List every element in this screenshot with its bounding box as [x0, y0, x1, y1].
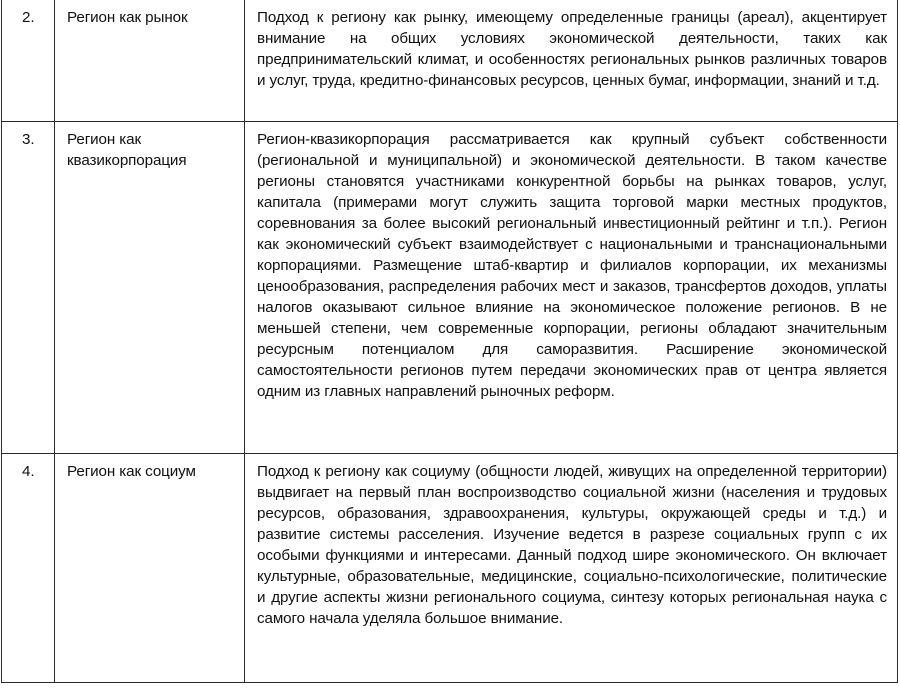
table-row — [2, 122, 898, 454]
approach-name: Регион как рынок — [55, 0, 245, 122]
approach-description-text: Регион-квазикорпорация рассматривается как крупный субъект собственности (региональной и муниципальной) и экономической деятельности. В таком качестве регионы становятся участниками конкурентной борьбы на рынках товаров, услуг, капитала (примерами могут служить защита торговой марки местных продуктов, соревнования за более высокий региональный инвестиционный рейтинг и т.п.). Регион как экономический субъект взаимодействует с национальными и транснациональными корпорациями. Размещение штаб-квартир и филиалов корпорации, их механизмы ценообразования, распределения рабочих мест и заказов, трансфертов доходов, уплаты налогов оказывают сильное влияние на экономическое положение регионов. В не меньшей степени, чем современные корпорации, регионы обладают значительным ресурсным потенциалом для саморазвития. Расширение экономической самостоятельности регионов путем передачи экономических прав от центра является одним из главных направлений рыночных реформ. — [257, 131, 887, 400]
row-number: 4. — [2, 454, 55, 683]
approach-name: Регион как квазикорпорация — [55, 122, 245, 454]
approach-description — [245, 122, 898, 454]
table-row — [2, 0, 898, 122]
approach-description — [245, 0, 898, 122]
approach-name: Регион как социум — [55, 454, 245, 683]
row-number: 2. — [2, 0, 55, 122]
approach-description-text: Подход к региону как социуму (общности людей, живущих на определенной территории) выдвигает на первый план воспроизводство социальной жизни (населения и трудовых ресурсов, образования, здравоохранения, культуры, окружающей среды и т.д.) и развитие системы расселения. Изучение ведется в разрезе социальных групп с их особыми функциями и интересами. Данный подход шире экономического. Он включает культурные, образовательные, медицинские, социально-психологические, политические и другие аспекты жизни регионального социума, синтезу которых региональная наука с самого начала уделяла большое внимание. — [257, 463, 887, 627]
region-approaches-table — [1, 0, 898, 683]
table-row — [2, 454, 898, 683]
approach-description-text: Подход к региону как рынку, имеющему определенные границы (ареал), акцентирует внимание на общих условиях экономической деятельности, таких как предпринимательский климат, и особенностях региональных рынков различных товаров и услуг, труда, кредитно-финансовых ресурсов, ценных бумаг, информации, знаний и т.д. — [257, 9, 887, 89]
approach-description — [245, 454, 898, 683]
row-number: 3. — [2, 122, 55, 454]
